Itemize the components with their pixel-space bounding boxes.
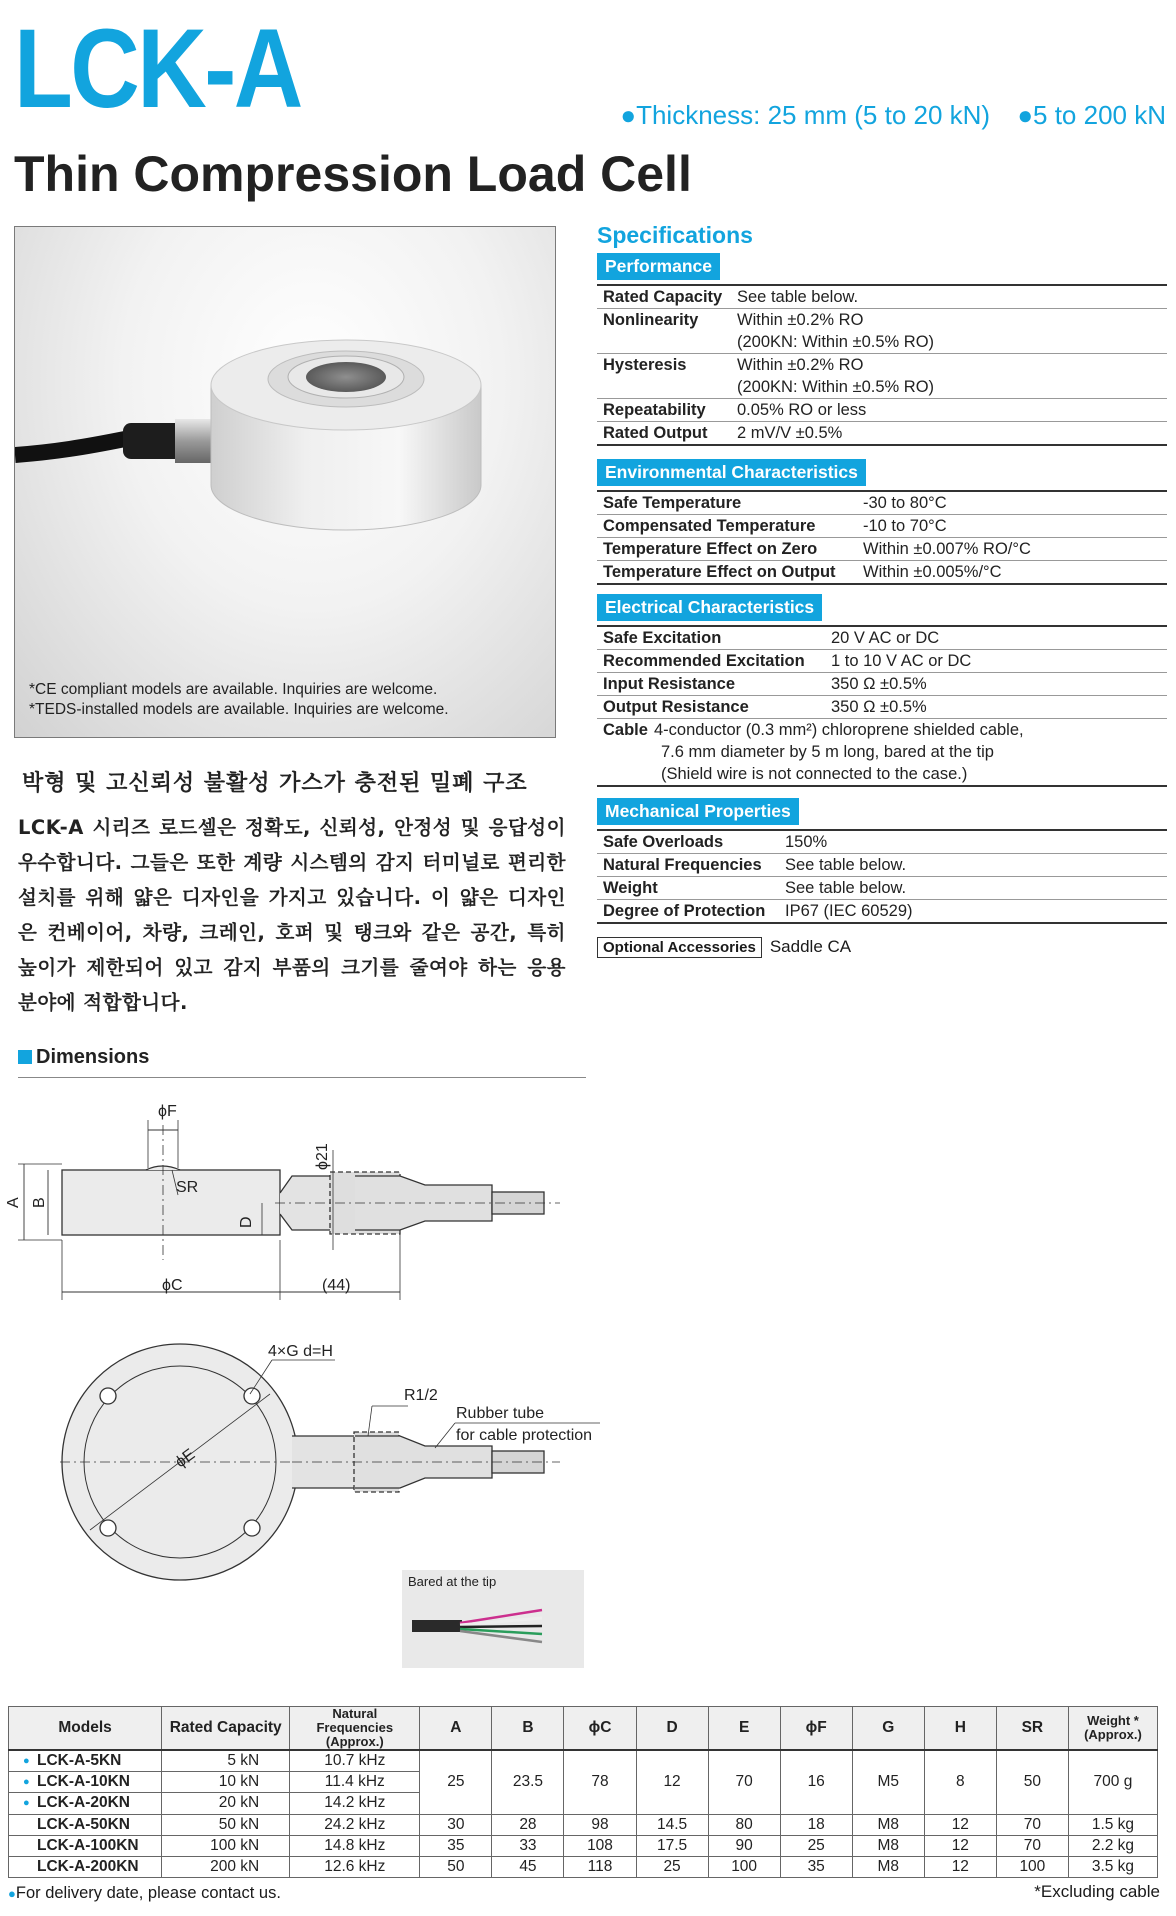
dim-D: D (238, 1216, 255, 1228)
spec-row (597, 399, 1167, 422)
text-cell: Natural Frequencies (316, 1706, 394, 1735)
specs-title: Specifications (597, 222, 753, 248)
text-cell: 12 (924, 1814, 996, 1835)
product-photo (14, 226, 556, 738)
text-cell: 108 (564, 1835, 636, 1856)
col-G: G (852, 1707, 924, 1751)
col-weight (1068, 1707, 1157, 1751)
text-cell: 78 (564, 1750, 636, 1814)
text-cell: Weight (603, 879, 658, 897)
teds-note: *TEDS-installed models are available. Inquiries are welcome. (29, 701, 449, 718)
col-E: E (708, 1707, 780, 1751)
spec-row (597, 673, 1167, 696)
text-cell: 33 (492, 1835, 564, 1856)
thickness-tag: ●Thickness: 25 mm (5 to 20 kN) (620, 100, 991, 130)
text-cell: 23.5 (492, 1750, 564, 1814)
section-marker-icon (18, 1050, 32, 1064)
text-cell: Output Resistance (603, 698, 749, 716)
text-cell: 10 kN (162, 1772, 290, 1793)
electrical-heading: Electrical Characteristics (597, 594, 822, 621)
text-cell: M5 (852, 1750, 924, 1814)
text-cell: 98 (564, 1814, 636, 1835)
text-cell: 12 (924, 1835, 996, 1856)
bullet-icon: ● (23, 1776, 30, 1789)
bullet-icon: ● (23, 1797, 30, 1810)
text-cell: 100 (708, 1857, 780, 1878)
performance-heading: Performance (597, 253, 720, 280)
text-cell: 70 (708, 1750, 780, 1814)
dim-phiF: ϕF (158, 1103, 177, 1120)
table-header-row (9, 1707, 1158, 1751)
table-row (9, 1814, 1158, 1835)
text-cell: 45 (492, 1857, 564, 1878)
mechanical-heading: Mechanical Properties (597, 798, 799, 825)
performance-table (597, 284, 1167, 446)
text-cell: (Approx.) (325, 1734, 384, 1749)
text-cell: Input Resistance (603, 675, 736, 693)
spec-row (597, 309, 1167, 354)
rubber-tube-label: Rubber tube (456, 1405, 545, 1422)
text-cell: Degree of Protection (603, 902, 766, 920)
text-cell: 7.6 mm diameter by 5 m long, bared at the tip (661, 743, 994, 761)
bared-tip-label: Bared at the tip (408, 1574, 497, 1589)
text-cell: Hysteresis (603, 356, 687, 374)
text-cell: IP67 (IEC 60529) (785, 902, 913, 920)
text-cell: 118 (564, 1857, 636, 1878)
feature-heading: 박형 및 고신뢰성 불활성 가스가 충전된 밀폐 구조 (22, 771, 528, 796)
text-cell: LCK-A-5KN (37, 1752, 122, 1769)
text-cell: 28 (492, 1814, 564, 1835)
spec-row (597, 286, 1167, 309)
text-cell: 12 (636, 1750, 708, 1814)
text-cell: 700 g (1068, 1750, 1157, 1814)
dim-R12: R1/2 (404, 1387, 438, 1404)
text-cell: Temperature Effect on Output (603, 563, 836, 581)
dim-holes: 4×G d=H (268, 1343, 333, 1360)
text-cell: (Approx.) (1084, 1727, 1142, 1742)
text-cell: 90 (708, 1835, 780, 1856)
col-SR: SR (996, 1707, 1068, 1751)
wire-ends-icon (402, 1570, 584, 1668)
optional-accessories-value: Saddle CA (769, 937, 852, 956)
text-cell: Nonlinearity (603, 311, 699, 329)
text-cell: Temperature Effect on Zero (603, 540, 818, 558)
col-C: ϕC (564, 1707, 636, 1751)
rubber-tube-label-2: for cable protection (456, 1427, 593, 1444)
text-cell: 350 Ω ±0.5% (831, 675, 927, 693)
dim-SR: SR (176, 1179, 199, 1196)
text-cell: Safe Excitation (603, 629, 722, 647)
text-cell: LCK-A-20KN (37, 1794, 130, 1812)
spec-row (597, 854, 1167, 877)
text-cell: See table below. (785, 856, 907, 874)
text-cell: 16 (780, 1750, 852, 1814)
text-cell: 1 to 10 V AC or DC (831, 652, 972, 670)
text-cell: 25 (420, 1750, 492, 1814)
text-cell: 12 (924, 1857, 996, 1878)
text-cell: 20 kN (162, 1793, 290, 1814)
bullet-icon: ● (8, 1886, 16, 1901)
col-capacity: Rated Capacity (162, 1707, 290, 1751)
text-cell: 70 (996, 1835, 1068, 1856)
feature-description: LCK-A 시리즈 로드셀은 정확도, 신뢰성, 안정성 및 응답성이 우수합니다. 그들은 또한 계량 시스템의 감지 터미널로 편리한 설치를 위해 얇은 디자인을 가지고 있습니다. 이 얇은 디자인은 컨베이어, 차량, 크레인, 호퍼 및 탱크와 같은 공간, 특히 높이가 제한되어 있고 감지 부품의 크기를 줄여야 하는 응용 분야에 적합합니다. (18, 816, 566, 1014)
electrical-table (597, 625, 1167, 787)
optional-accessories-label: Optional Accessories (597, 937, 762, 958)
text-cell: LCK-A-200KN (9, 1857, 162, 1878)
text-cell: M8 (852, 1835, 924, 1856)
text-cell: 35 (420, 1835, 492, 1856)
table-row (9, 1750, 1158, 1772)
text-cell: 24.2 kHz (290, 1814, 420, 1835)
capacity-range-tag: ●5 to 200 kN (1017, 100, 1166, 130)
text-cell: See table below. (785, 879, 907, 897)
text-cell: Within ±0.005%/°C (863, 563, 1002, 581)
text-cell: -30 to 80°C (863, 494, 947, 512)
text-cell: 20 V AC or DC (831, 629, 940, 647)
models-table (8, 1706, 1158, 1878)
product-title: LCK-A (14, 6, 301, 131)
text-cell: 18 (780, 1814, 852, 1835)
text-cell: 2 mV/V ±0.5% (737, 424, 843, 442)
text-cell: Rated Output (603, 424, 708, 442)
spec-row (597, 561, 1167, 583)
environmental-heading: Environmental Characteristics (597, 459, 866, 486)
dim-B: B (31, 1197, 48, 1208)
text-cell: 14.2 kHz (290, 1793, 420, 1814)
text-cell: Safe Overloads (603, 833, 724, 851)
spec-row-cable (597, 719, 1167, 785)
product-subtitle: Thin Compression Load Cell (14, 146, 692, 202)
spec-row (597, 696, 1167, 719)
table-row (9, 1835, 1158, 1856)
text-cell: Cable (603, 721, 648, 739)
text-cell: See table below. (737, 288, 859, 306)
text-cell: Compensated Temperature (603, 517, 816, 535)
spec-row (597, 515, 1167, 538)
text-cell: 25 (780, 1835, 852, 1856)
text-cell: Recommended Excitation (603, 652, 805, 670)
text-cell: (200KN: Within ±0.5% RO) (737, 333, 935, 351)
text-cell: 150% (785, 833, 828, 851)
spec-row (597, 650, 1167, 673)
text-cell: Safe Temperature (603, 494, 742, 512)
text-cell: 12.6 kHz (290, 1857, 420, 1878)
text-cell: Within ±0.2% RO (737, 356, 864, 374)
text-cell: (Shield wire is not connected to the case.) (661, 765, 968, 783)
bullet-icon: ● (23, 1755, 30, 1767)
text-cell: Natural Frequencies (603, 856, 762, 874)
environmental-table (597, 490, 1167, 585)
text-cell: 25 (636, 1857, 708, 1878)
text-cell: 50 kN (162, 1814, 290, 1835)
table-row (9, 1857, 1158, 1878)
optional-accessories (597, 937, 851, 958)
col-models: Models (9, 1707, 162, 1751)
text-cell: 70 (996, 1814, 1068, 1835)
dim-phi21: ϕ21 (314, 1143, 331, 1170)
text-cell: 100 (996, 1857, 1068, 1878)
text-cell: 4-conductor (0.3 mm²) chloroprene shielded cable, (654, 721, 1024, 739)
text-cell: 350 Ω ±0.5% (831, 698, 927, 716)
weight-footnote: *Excluding cable (1034, 1882, 1160, 1901)
text-cell: 30 (420, 1814, 492, 1835)
col-D: D (636, 1707, 708, 1751)
text-cell: 3.5 kg (1068, 1857, 1157, 1878)
col-frequency (290, 1707, 420, 1751)
text-cell: LCK-A-100KN (9, 1835, 162, 1856)
dimensions-heading (18, 1046, 586, 1078)
text-cell: 1.5 kg (1068, 1814, 1157, 1835)
text-cell: 80 (708, 1814, 780, 1835)
text-cell: Weight * (1087, 1713, 1139, 1728)
ce-note: *CE compliant models are available. Inquiries are welcome. (29, 681, 438, 698)
col-B: B (492, 1707, 564, 1751)
dimensions-heading-text: Dimensions (36, 1046, 150, 1068)
delivery-note-text: For delivery date, please contact us. (15, 1884, 281, 1902)
dimension-drawings (0, 1086, 600, 1586)
text-cell: -10 to 70°C (863, 517, 947, 535)
text-cell: 11.4 kHz (290, 1772, 420, 1793)
text-cell: (200KN: Within ±0.5% RO) (737, 378, 935, 396)
spec-row (597, 627, 1167, 650)
spec-row (597, 900, 1167, 922)
text-cell: Rated Capacity (603, 288, 723, 306)
spec-row (597, 422, 1167, 444)
text-cell: 10.7 kHz (290, 1750, 420, 1772)
text-cell: 35 (780, 1857, 852, 1878)
text-cell: 8 (924, 1750, 996, 1814)
text-cell: 17.5 (636, 1835, 708, 1856)
col-F: ϕF (780, 1707, 852, 1751)
spec-row (597, 831, 1167, 854)
spec-row (597, 492, 1167, 515)
dim-A: A (5, 1197, 22, 1208)
col-H: H (924, 1707, 996, 1751)
col-A: A (420, 1707, 492, 1751)
product-tags (600, 100, 1166, 131)
dim-phiC: ϕC (162, 1277, 183, 1294)
text-cell: 100 kN (162, 1835, 290, 1856)
text-cell: Repeatability (603, 401, 706, 419)
bared-tip-illustration (402, 1570, 584, 1668)
text-cell: Within ±0.2% RO (737, 311, 864, 329)
dim-44: (44) (322, 1277, 351, 1294)
dim-phiE: ϕE (172, 1445, 199, 1472)
text-cell: 14.8 kHz (290, 1835, 420, 1856)
text-cell: Within ±0.007% RO/°C (863, 540, 1031, 558)
delivery-note (8, 1884, 281, 1903)
text-cell: M8 (852, 1857, 924, 1878)
text-cell: M8 (852, 1814, 924, 1835)
text-cell: 2.2 kg (1068, 1835, 1157, 1856)
mechanical-table (597, 829, 1167, 924)
text-cell: 50 (420, 1857, 492, 1878)
spec-row (597, 877, 1167, 900)
text-cell: 0.05% RO or less (737, 401, 867, 419)
spec-row (597, 354, 1167, 399)
text-cell: LCK-A-50KN (9, 1814, 162, 1835)
text-cell: LCK-A-10KN (37, 1773, 130, 1791)
text-cell: 50 (996, 1750, 1068, 1814)
text-cell: 200 kN (162, 1857, 290, 1878)
text-cell: 5 kN (162, 1750, 290, 1772)
spec-row (597, 538, 1167, 561)
text-cell: 14.5 (636, 1814, 708, 1835)
load-cell-illustration (15, 227, 556, 738)
